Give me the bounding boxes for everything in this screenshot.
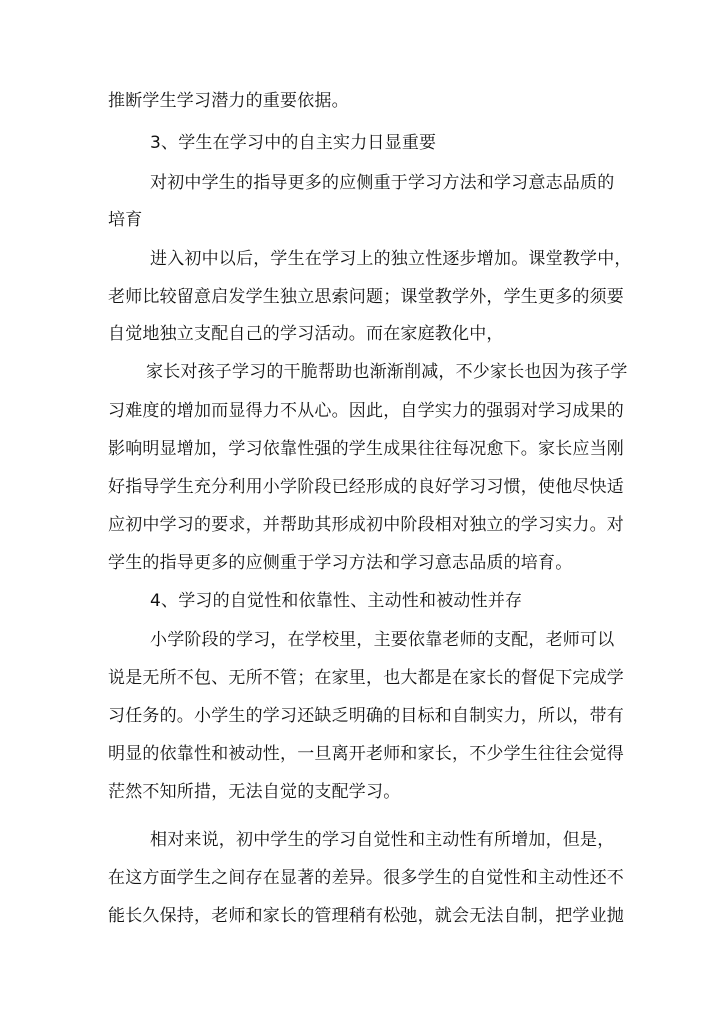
- text-line: 对初中学生的指导更多的应侧重于学习方法和学习意志品质的: [150, 173, 615, 193]
- text-line: 家长对孩子学习的干脆帮助也渐渐削减，不少家长也因为孩子学: [146, 362, 628, 382]
- section-heading: 3、学生在学习中的自主实力日显重要: [150, 133, 437, 153]
- text-line: 相对来说，初中学生的学习自觉性和主动性有所增加，但是，: [150, 830, 615, 850]
- text-line: 培育: [108, 210, 143, 230]
- text-line: 习难度的增加而显得力不从心。因此，自学实力的强弱对学习成果的: [108, 401, 624, 421]
- text-line: 小学阶段的学习，在学校里，主要依靠老师的支配，老师可以: [150, 630, 615, 650]
- text-line: 说是无所不包、无所不管；在家里，也大都是在家长的督促下完成学: [108, 668, 624, 688]
- text-line: 好指导学生充分利用小学阶段已经形成的良好学习习惯，使他尽快适: [108, 477, 624, 497]
- text-line: 应初中学习的要求，并帮助其形成初中阶段相对独立的学习实力。对: [108, 515, 624, 535]
- text-line: 能长久保持，老师和家长的管理稍有松弛，就会无法自制，把学业抛: [108, 906, 624, 926]
- text-line: 习任务的。小学生的学习还缺乏明确的目标和自制实力，所以，带有: [108, 706, 624, 726]
- text-line: 进入初中以后，学生在学习上的独立性逐步增加。课堂教学中，: [150, 249, 632, 269]
- text-line: 茫然不知所措，无法自觉的支配学习。: [108, 782, 401, 802]
- text-line: 在这方面学生之间存在显著的差异。很多学生的自觉性和主动性还不: [108, 868, 624, 888]
- text-line: 学生的指导更多的应侧重于学习方法和学习意志品质的培育。: [108, 553, 573, 573]
- section-heading: 4、学习的自觉性和依靠性、主动性和被动性并存: [150, 591, 523, 611]
- text-line: 自觉地独立支配自己的学习活动。而在家庭教化中，: [108, 324, 504, 344]
- text-line: 影响明显增加，学习依靠性强的学生成果往往每况愈下。家长应当刚: [108, 439, 624, 459]
- text-line: 老师比较留意启发学生独立思索问题；课堂教学外，学生更多的须要: [108, 287, 624, 307]
- text-line: 明显的依靠性和被动性，一旦离开老师和家长，不少学生往往会觉得: [108, 744, 624, 764]
- text-line: 推断学生学习潜力的重要依据。: [108, 91, 349, 111]
